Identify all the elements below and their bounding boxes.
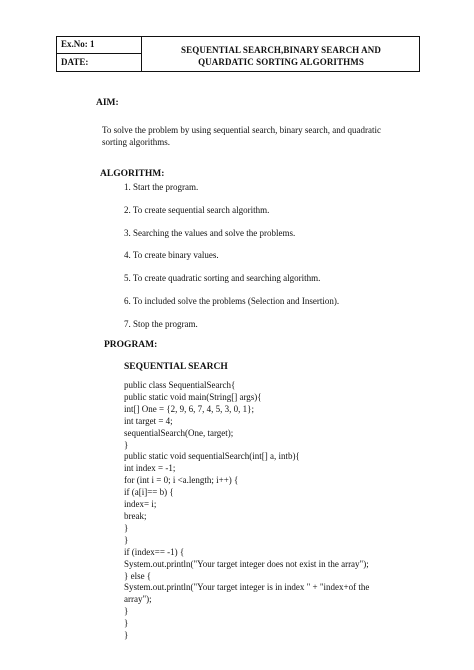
exercise-number: Ex.No: 1 <box>61 39 95 49</box>
title-line-2: QUARDATIC SORTING ALGORITHMS <box>198 57 364 67</box>
program-heading: PROGRAM: <box>104 340 158 350</box>
aim-text: To solve the problem by using sequential search, binary search, and quadratic sorting algorithms. <box>102 125 382 147</box>
algorithm-step: 3. Searching the values and solve the problems. <box>124 228 296 238</box>
aim-heading: AIM: <box>96 98 119 108</box>
title-line-1: SEQUENTIAL SEARCH,BINARY SEARCH AND <box>181 45 381 55</box>
algorithm-heading: ALGORITHM: <box>100 169 165 179</box>
algorithm-step: 4. To create binary values. <box>124 250 219 260</box>
header-divider <box>57 53 141 54</box>
algorithm-step: 2. To create sequential search algorithm. <box>124 205 270 215</box>
algorithm-step: 7. Stop the program. <box>124 319 198 329</box>
algorithm-step: 1. Start the program. <box>124 182 199 192</box>
header-box <box>56 36 420 72</box>
date-label: DATE: <box>61 57 89 67</box>
algorithm-step: 6. To included solve the problems (Selection and Insertion). <box>124 296 340 306</box>
algorithm-step: 5. To create quadratic sorting and searching algorithm. <box>124 273 321 283</box>
program-subheading: SEQUENTIAL SEARCH <box>124 362 228 372</box>
document-title <box>143 44 419 68</box>
program-code: public class SequentialSearch{ public static void main(String[] args){ int[] One = {2, 9, 6, 7, 4, 5, 3, 0, 1}; int target = 4; sequentialSearch(One, target); } public static void sequentialSearch(int[] a, intb){ int index = -1; for (int i = 0; i <a.length; i++) { if (a[i]== b) { index= i; break; } } if (index== -1) { System.out.println("Your target integer does not exist in the array"); } else { System.out.println("Your target integer is in index " + "index+of the array"); } } } <box>124 380 370 641</box>
